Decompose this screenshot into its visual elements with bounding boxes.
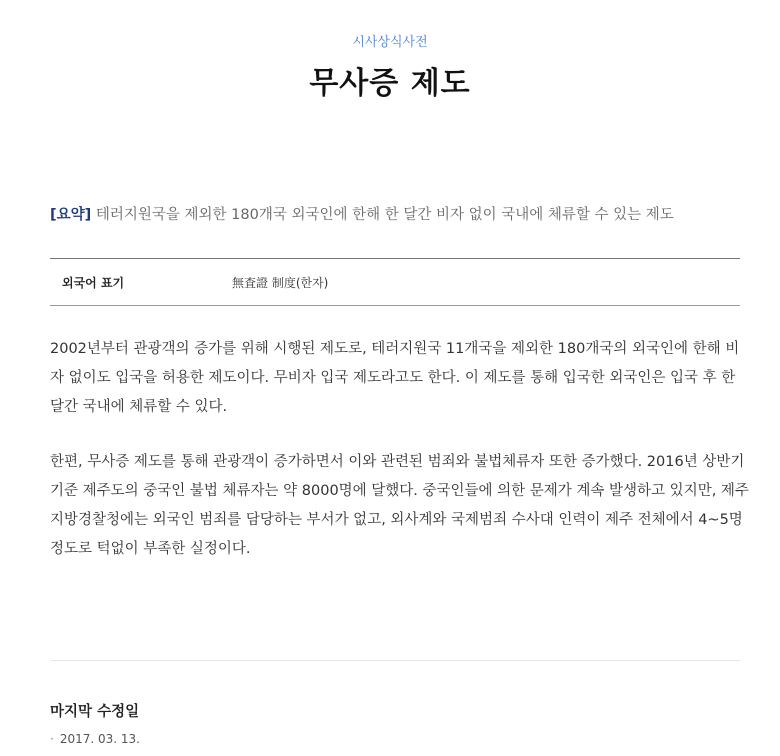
last-modified-date-row: [50, 732, 140, 746]
last-modified-heading: 마지막 수정일: [50, 704, 140, 720]
body-paragraph-2: 한편, 무사증 제도를 통해 관광객이 증가하면서 이와 관련된 범죄와 불법체류자 또한 증가했다. 2016년 상반기 기준 제주도의 중국인 불법 체류자는 약 8000명에 달했다. 중국인들에 의한 문제가 계속 발생하고 있지만, 제주지방경찰청에는 외국인 범죄를 담당하는 부서가 없고, 외사계와 국제범죄 수사대 인력이 제주 전체에서 4~5명 정도로 턱없이 부족한 실정이다.: [50, 454, 749, 557]
body-paragraph-1: 2002년부터 관광객의 증가를 위해 시행된 제도로, 테러지원국 11개국을 제외한 180개국의 외국인에 한해 비자 없이도 입국을 허용한 제도이다. 무비자 입국 제도라고도 한다. 이 제도를 통해 입국한 외국인은 입국 후 한 달간 국내에 체류할 수 있다.: [50, 341, 740, 415]
page-title: 무사증 제도: [309, 66, 471, 101]
foreign-notation-value: 無査證 制度(한자): [232, 275, 329, 290]
foreign-notation-label: 외국어 표기: [62, 275, 125, 290]
summary-tag: [요약]: [50, 207, 92, 223]
summary-text: 테러지원국을 제외한 180개국 외국인에 한해 한 달간 비자 없이 국내에 체류할 수 있는 제도: [95, 207, 674, 223]
foreign-notation-row: [50, 258, 740, 306]
last-modified-date: 2017. 03. 13.: [59, 732, 140, 746]
section-divider: [50, 660, 740, 661]
summary: [50, 203, 740, 224]
bullet-icon: ·: [50, 732, 54, 746]
category-label[interactable]: 시사상식사전: [352, 35, 428, 50]
